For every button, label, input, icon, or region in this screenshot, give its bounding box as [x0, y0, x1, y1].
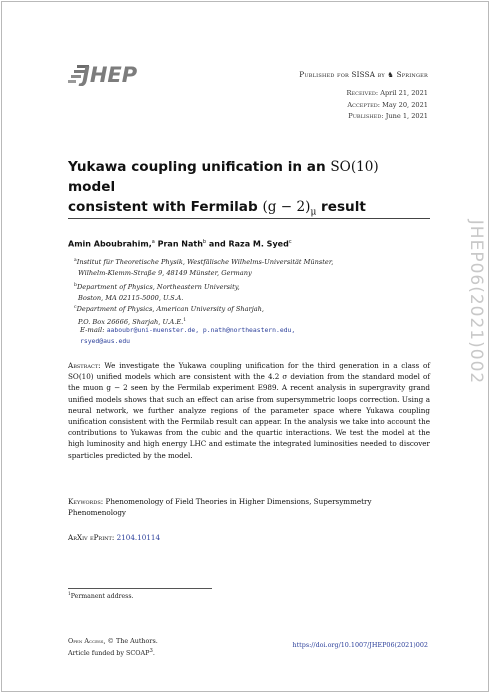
author-name: and Raza M. Syed: [206, 239, 289, 249]
open-access-link[interactable]: Open Access: [68, 637, 104, 645]
side-identifier: JHEP06(2021)002: [466, 219, 486, 385]
title-rule: [68, 218, 430, 219]
footnote-rule: [68, 588, 212, 589]
keywords-label: Keywords:: [68, 497, 104, 506]
date-received: Received: April 21, 2021: [346, 89, 428, 97]
arxiv-label: ArXiv ePrint:: [68, 533, 115, 542]
author-name: Amin Aboubrahim,: [68, 239, 152, 249]
affiliation-b: $^b$Department of Physics, Northeastern University, Boston, MA 02115-5000, U.S.A.: [74, 283, 240, 303]
author-name: Pran Nath: [154, 239, 203, 249]
email-link[interactable]: rsyed@aus.edu: [80, 337, 131, 345]
abstract-label: Abstract:: [68, 361, 101, 370]
arxiv-link[interactable]: 2104.10114: [116, 533, 161, 542]
published-for: Published for SISSA by: [299, 70, 385, 79]
dates-block: [347, 88, 428, 123]
email-link[interactable]: aaboubr@uni-muenster.de, p.nath@northeastern.edu,: [106, 326, 296, 334]
springer-icon: ♞: [387, 70, 395, 79]
author-list: Amin Aboubrahim,$^a$ Pran Nath$^b$ and Raza M. Syed$^c$: [68, 239, 292, 249]
affiliation-c: $^c$Department of Physics, American University of Sharjah, P.O. Box 26666, Sharjah, U.A.E.$^1$: [74, 305, 265, 327]
doi-link[interactable]: https://doi.org/10.1007/JHEP06(2021)002: [292, 641, 428, 649]
license-footer: Open Access, © The Authors. Article funded by SCOAP$^3$.: [68, 637, 158, 658]
affiliation-a: $^a$Institut für Theoretische Physik, Westfälische Wilhelms-Universität Münster, Wilhelm-Klemm-Straße 9, 48149 Münster, Germany: [74, 258, 334, 278]
keywords: [68, 496, 430, 518]
footnote: $^1$Permanent address.: [68, 592, 134, 601]
date-published: Published: June 1, 2021: [348, 112, 428, 120]
jhep-logo: [68, 60, 142, 86]
page: [1, 1, 489, 692]
email-block: E-mail: aaboubr@uni-muenster.de, p.nath@northeastern.edu, rsyed@aus.edu: [80, 326, 296, 345]
date-accepted: Accepted: May 20, 2021: [347, 100, 428, 109]
keywords-text: Phenomenology of Field Theories in Higher Dimensions, Supersymmetry Phenomenology: [68, 497, 372, 518]
logo-text: JHEP: [82, 63, 138, 86]
abstract-text: We investigate the Yukawa coupling unification for the third generation in a class of SO(10) unified models which are consistent with the 4.2 σ deviation from the standard model of the muon g − 2 seen by the Fermilab experiment E989. A recent analysis in supergravity grand unified models shows that such an effect can arise from supersymmetric loops correction. Using a neural network, we further analyze regions of the parameter space where Yukawa coupling unification consistent with the Fermilab result can appear. In the analysis we take into account the contributions to Yukawas from the cubic and the quartic interactions. We test the model at the high luminosity and high energy LHC and estimate the integrated luminosities needed to discover sparticles predicted by the model.: [68, 361, 430, 460]
abstract: [68, 360, 430, 461]
paper-title: Yukawa coupling unification in an SO(10) model consistent with Fermilab $(g - 2)_\mu$ result: [68, 159, 379, 218]
arxiv-eprint: [68, 533, 160, 542]
publisher: Springer: [396, 70, 428, 79]
published-line: [299, 70, 428, 79]
